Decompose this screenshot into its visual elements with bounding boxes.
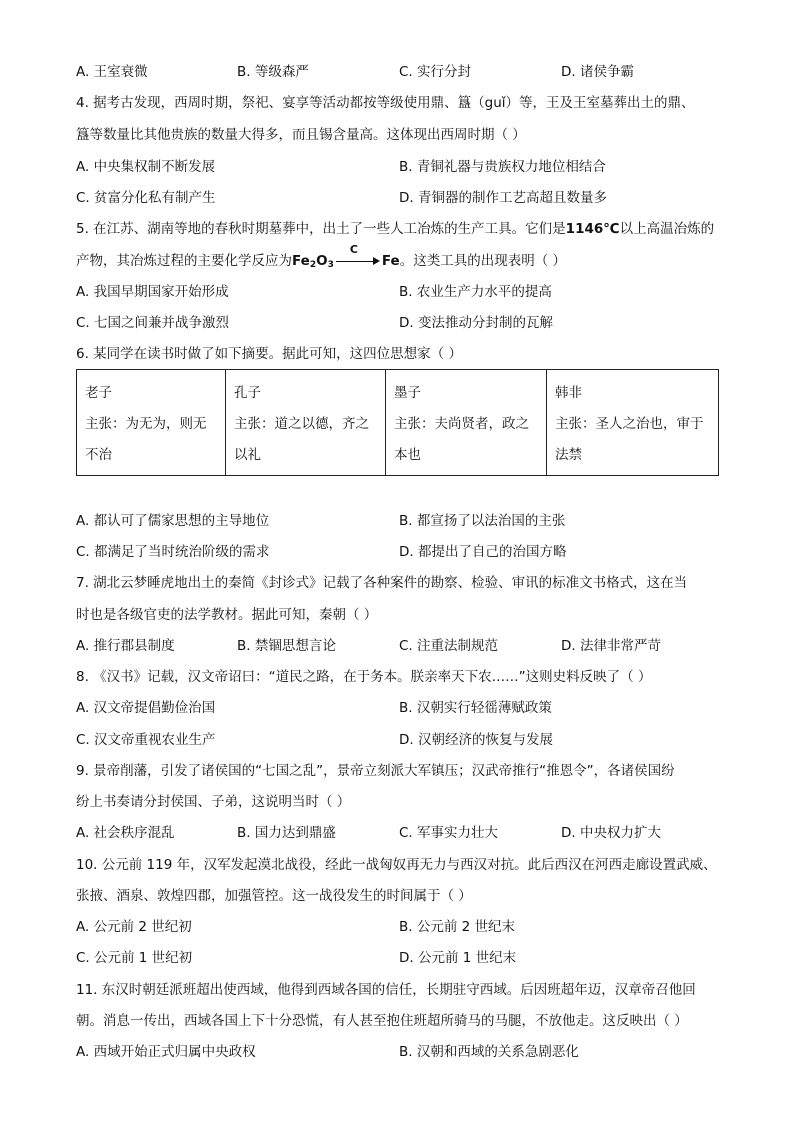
reactant-o: O [316, 253, 328, 269]
q11-option-a: A. 西域开始正式归属中央政权 [76, 1044, 256, 1060]
q11-stem-line1: 11. 东汉时朝廷派班超出使西域，他得到西域各国的信任，长期驻守西域。后因班超年迈，汉章帝召他回 [76, 982, 696, 998]
q6-option-b: B. 都宣扬了以法治国的主张 [399, 513, 566, 529]
q9-stem-line1: 9. 景帝削藩，引发了诸侯国的“七国之乱”，景帝立刻派大军镇压；汉武帝推行“推恩令”，各诸侯国纷 [76, 763, 675, 779]
q5-stem-line1 [76, 219, 714, 239]
thinker-table [76, 369, 719, 476]
q10-stem-line1: 10. 公元前 119 年，汉军发起漠北战役，经此一战匈奴再无力与西汉对抗。此后西汉在河西走廊设置武威、 [76, 857, 717, 873]
q7-stem-line2: 时也是各级官吏的法学教材。据此可知，秦朝（ ） [76, 607, 378, 623]
q5-temperature: 1146℃ [565, 221, 620, 237]
q11-stem-line2: 朝。消息一传出，西域各国上下十分恐慌，有人甚至抱住班超所骑马的马腿，不放他走。这反映出（ ） [76, 1013, 688, 1029]
q5-option-b: B. 农业生产力水平的提高 [399, 284, 552, 300]
q4-option-c: C. 贫富分化私有制产生 [76, 190, 216, 206]
q9-option-b: B. 国力达到鼎盛 [237, 825, 336, 841]
thinker-claim-cont: 以礼 [234, 447, 261, 463]
q4-option-d: D. 青铜器的制作工艺高超且数量多 [399, 190, 607, 206]
q4-stem-line2: 簋等数量比其他贵族的数量大得多，而且锡含量高。这体现出西周时期（ ） [76, 127, 526, 143]
q5-stem-line2-post: 。这类工具的出现表明（ ） [399, 253, 566, 269]
q5-option-c: C. 七国之间兼并战争激烈 [76, 315, 230, 331]
q10-option-c: C. 公元前 1 世纪初 [76, 950, 193, 966]
q5-option-a: A. 我国早期国家开始形成 [76, 284, 229, 300]
q8-option-c: C. 汉文帝重视农业生产 [76, 732, 216, 748]
q6-option-d: D. 都提出了自己的治国方略 [399, 544, 567, 560]
thinker-claim-cont: 本也 [394, 447, 421, 463]
q4-option-b: B. 青铜礼器与贵族权力地位相结合 [399, 159, 606, 175]
thinker-name: 老子 [85, 385, 112, 401]
q7-stem-line1: 7. 湖北云梦睡虎地出土的秦简《封诊式》记载了各种案件的勘察、检验、审讯的标准文书格式，这在当 [76, 575, 688, 591]
thinker-cell-mozi [386, 370, 547, 476]
q8-option-a: A. 汉文帝提倡勤俭治国 [76, 700, 216, 716]
q5-stem-line1-post: 以上高温冶炼的 [619, 221, 715, 237]
q9-option-a: A. 社会秩序混乱 [76, 825, 175, 841]
q10-stem-line2: 张掖、酒泉、敦煌四郡，加强管控。这一战役发生的时间属于（ ） [76, 888, 472, 904]
q7-option-a: A. 推行郡县制度 [76, 638, 175, 654]
q7-option-b: B. 禁锢思想言论 [237, 638, 336, 654]
q10-option-a: A. 公元前 2 世纪初 [76, 919, 192, 935]
thinker-name: 孔子 [234, 385, 261, 401]
q8-stem: 8. 《汉书》记载，汉文帝诏曰：“道民之路，在于务本。朕亲率天下农……”这则史料反映了（ ） [76, 669, 652, 685]
thinker-claim: 主张：圣人之治也，审于 [555, 416, 704, 432]
q9-option-c: C. 军事实力壮大 [399, 825, 499, 841]
reaction-arrow-icon [336, 243, 380, 266]
q6-option-a: A. 都认可了儒家思想的主导地位 [76, 513, 270, 529]
arrow-label: C [349, 243, 358, 256]
thinker-cell-laozi [77, 370, 226, 476]
reactant-sub-3: 3 [327, 260, 334, 270]
q9-stem-line2: 纷上书奏请分封侯国、子弟，这说明当时（ ） [76, 794, 351, 810]
thinker-claim: 主张：道之以德，齐之 [234, 416, 369, 432]
thinker-claim: 主张：为无为，则无 [85, 416, 207, 432]
thinker-cell-kongzi [226, 370, 386, 476]
q5-chemical-equation [292, 243, 400, 275]
q7-option-d: D. 法律非常严苛 [561, 638, 661, 654]
q5-stem-line2-pre: 产物，其冶炼过程的主要化学反应为 [76, 253, 292, 269]
q6-stem: 6. 某同学在读书时做了如下摘要。据此可知，这四位思想家（ ） [76, 346, 462, 362]
q3-option-c: C. 实行分封 [399, 64, 472, 80]
thinker-cell-hanfei [547, 370, 719, 476]
reactant-sub-2: 2 [309, 260, 317, 270]
q4-option-a: A. 中央集权制不断发展 [76, 159, 216, 175]
product-fe: Fe [381, 253, 400, 269]
q3-option-a: A. 王室衰微 [76, 64, 148, 80]
q4-stem-line1: 4. 据考古发现，西周时期，祭祀、宴享等活动都按等级使用鼎、簋（guǐ）等，王及王室墓葬出土的鼎、 [76, 95, 695, 111]
q5-option-d: D. 变法推动分封制的瓦解 [399, 315, 553, 331]
q8-option-b: B. 汉朝实行轻徭薄赋政策 [399, 700, 552, 716]
thinker-table-row [77, 370, 719, 476]
q5-stem-line2 [76, 243, 566, 275]
q10-option-b: B. 公元前 2 世纪末 [399, 919, 516, 935]
thinker-claim-cont: 法禁 [555, 447, 582, 463]
thinker-name: 墨子 [394, 385, 421, 401]
thinker-name: 韩非 [555, 385, 582, 401]
q11-option-b: B. 汉朝和西域的关系急剧恶化 [399, 1044, 579, 1060]
q6-option-c: C. 都满足了当时统治阶级的需求 [76, 544, 270, 560]
q8-option-d: D. 汉朝经济的恢复与发展 [399, 732, 553, 748]
thinker-claim: 主张：夫尚贤者，政之 [394, 416, 529, 432]
q10-option-d: D. 公元前 1 世纪末 [399, 950, 517, 966]
q7-option-c: C. 注重法制规范 [399, 638, 499, 654]
q9-option-d: D. 中央权力扩大 [561, 825, 661, 841]
q3-option-b: B. 等级森严 [237, 64, 309, 80]
reactant-fe: Fe [292, 253, 310, 269]
q5-stem-line1-pre: 5. 在江苏、湖南等地的春秋时期墓葬中，出土了一些人工冶炼的生产工具。它们是 [76, 221, 566, 237]
thinker-claim-cont: 不治 [85, 447, 112, 463]
q3-option-d: D. 诸侯争霸 [561, 64, 634, 80]
